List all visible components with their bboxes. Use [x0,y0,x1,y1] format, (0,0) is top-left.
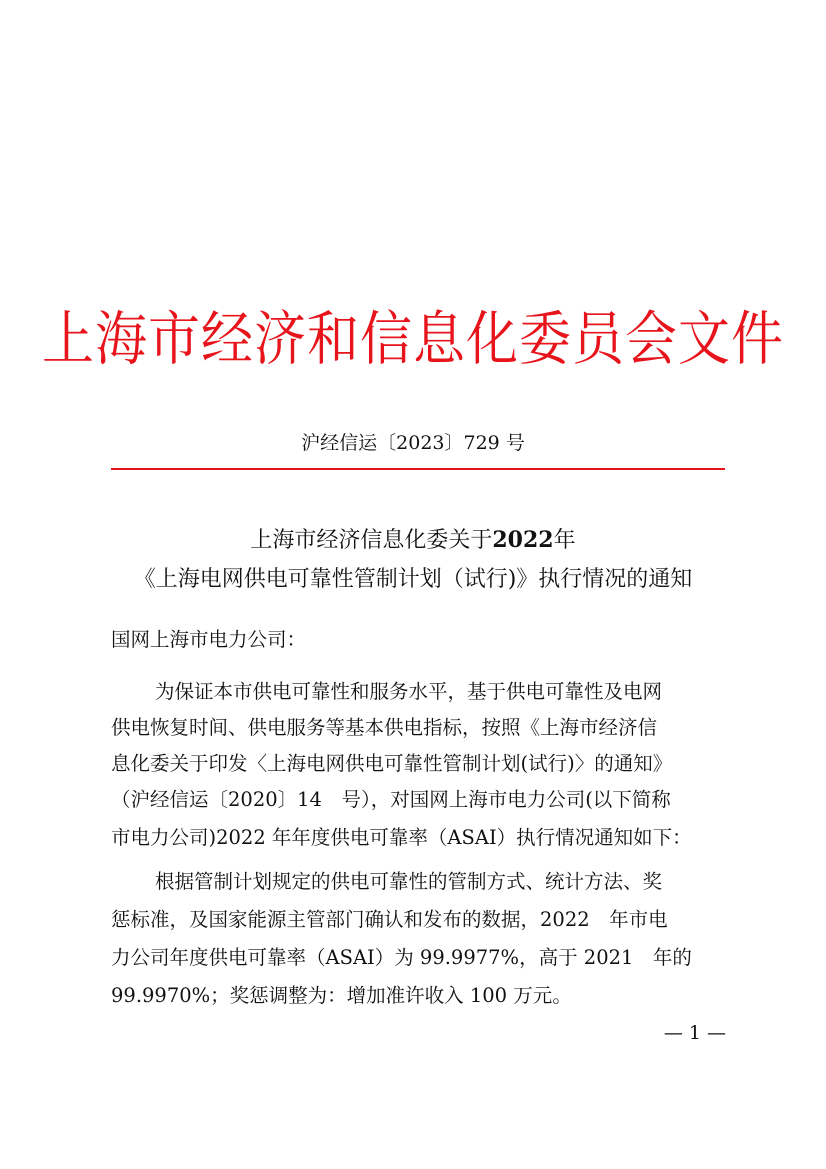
paragraph-2-line: 惩标准，及国家能源主管部门确认和发布的数据，2022 年市电 [111,908,668,931]
paragraph-2-line: 根据管制计划规定的供电可靠性的管制方式、统计方法、奖 [155,870,663,893]
paragraph-1-line: 供电恢复时间、供电服务等基本供电指标，按照《上海市经济信 [111,716,658,739]
document-number: 沪经信运〔2023〕729 号 [301,432,525,454]
masthead-title: 上海市经济和信息化委员会文件 [41,306,784,374]
paragraph-2-line: 99.9970%；奖惩调整为：增加准许收入 100 万元。 [111,984,572,1007]
title-suffix: 年 [553,528,576,553]
page-number: — 1 — [663,1022,726,1044]
paragraph-1-line: 为保证本市供电可靠性和服务水平，基于供电可靠性及电网 [155,680,663,703]
title-year: 2022 [492,527,554,553]
paragraph-2-line: 力公司年度供电可靠率（ASAI）为 99.9977%，高于 2021 年的 [111,946,692,969]
red-divider [111,468,725,470]
notice-title-line-2: 《上海电网供电可靠性管制计划（试行)》执行情况的通知 [133,567,693,592]
paragraph-1-line: 息化委关于印发〈上海电网供电可靠性管制计划(试行)〉的通知》 [111,752,673,775]
paragraph-1-line: （沪经信运〔2020〕14 号），对国网上海市电力公司(以下简称 [111,788,671,811]
notice-title-line-1 [0,523,826,554]
salutation: 国网上海市电力公司： [111,628,307,651]
paragraph-1-line: 市电力公司)2022 年年度供电可靠率（ASAI）执行情况通知如下： [111,826,692,849]
title-prefix: 上海市经济信息化委关于 [250,528,493,553]
